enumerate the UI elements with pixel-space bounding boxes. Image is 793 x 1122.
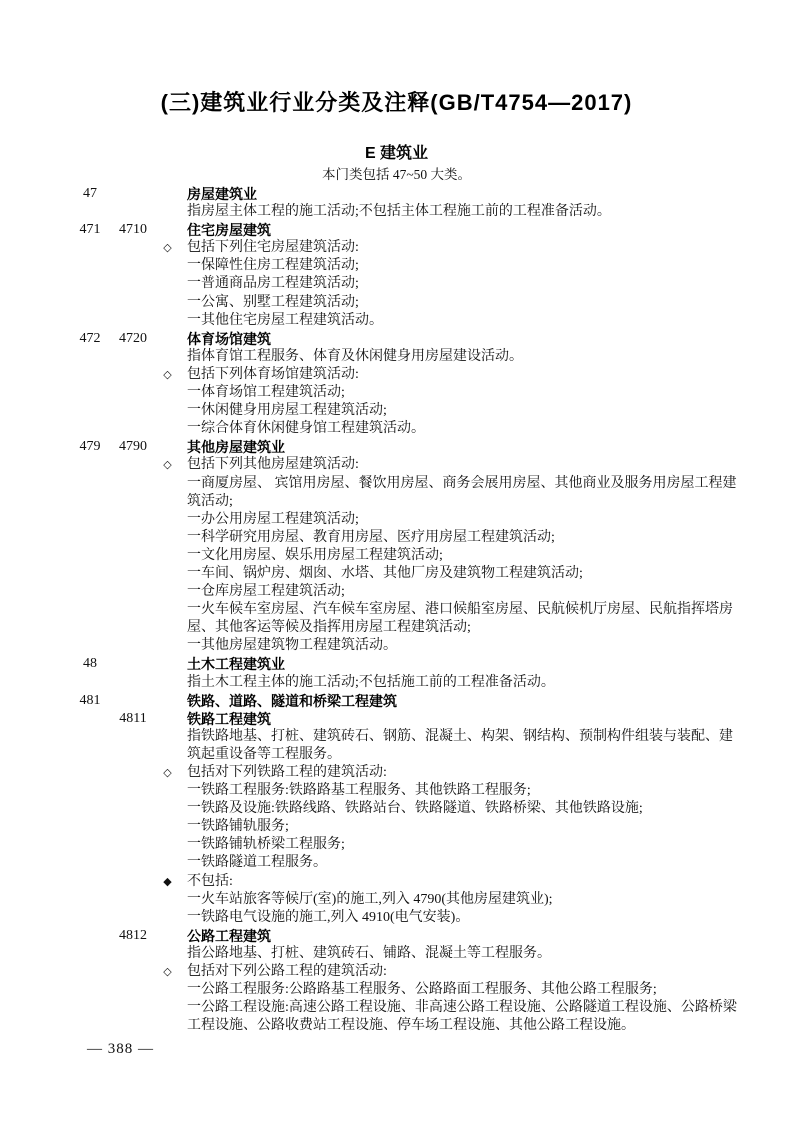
classification-row (0, 565, 793, 583)
classification-row (0, 529, 793, 547)
category-code-sub: 4812 (119, 927, 147, 943)
category-text: 一科学研究用房屋、教育用房屋、医疗用房屋工程建筑活动; (187, 529, 555, 545)
classification-row (0, 854, 793, 872)
classification-row (0, 203, 793, 221)
classification-row (0, 257, 793, 275)
classification-row (0, 475, 793, 511)
category-text: 一文化用房屋、娱乐用房屋工程建筑活动; (187, 547, 443, 563)
classification-row (0, 945, 793, 963)
classification-row (0, 348, 793, 366)
classification-row (0, 312, 793, 330)
classification-row (0, 366, 793, 384)
category-title: 土木工程建筑业 (187, 656, 285, 673)
category-code-major: 472 (79, 330, 101, 346)
category-text: 一车间、锅炉房、烟囱、水塔、其他厂房及建筑物工程建筑活动; (187, 565, 583, 581)
page-title: (三)建筑业行业分类及注释(GB/T4754—2017) (160, 90, 633, 115)
classification-row (0, 728, 793, 764)
classification-row (0, 221, 793, 239)
category-text: 一综合体育休闲健身馆工程建筑活动。 (187, 421, 425, 437)
classification-row (0, 330, 793, 348)
category-text: 一铁路电气设施的施工,列入 4910(电气安装)。 (187, 909, 470, 925)
category-text: 一保障性住房工程建筑活动; (187, 258, 359, 274)
category-text: 一休闲健身用房屋工程建筑活动; (187, 403, 387, 419)
category-title: 公路工程建筑 (187, 927, 271, 944)
category-text: 一火车候车室房屋、汽车候车室房屋、港口候船室房屋、民航候机厅房屋、民航指挥塔房屋、其他客运等候及指挥用房屋工程建筑活动; (187, 602, 733, 636)
classification-row (0, 891, 793, 909)
classification-row (0, 674, 793, 692)
category-code-sub: 4720 (119, 330, 147, 346)
category-text: 一公路工程服务:公路路基工程服务、公路路面工程服务、其他公路工程服务; (187, 982, 657, 998)
category-text: 不包括: (187, 873, 233, 889)
classification-row (0, 547, 793, 565)
category-text: 一其他住宅房屋工程建筑活动。 (187, 312, 383, 328)
classification-row (0, 583, 793, 601)
classification-row (0, 402, 793, 420)
exclude-diamond-icon: ◆ (163, 875, 172, 888)
classification-row (0, 637, 793, 655)
classification-row (0, 873, 793, 891)
category-text: 一办公用房屋工程建筑活动; (187, 511, 359, 527)
classification-row (0, 511, 793, 529)
category-code-major: 471 (79, 222, 101, 238)
category-text: 一商厦房屋、 宾馆用房屋、餐饮用房屋、商务会展用房屋、其他商业及服务用房屋工程建筑活动; (187, 475, 737, 509)
category-text: 指体育馆工程服务、体育及休闲健身用房屋建设活动。 (187, 348, 523, 364)
category-text: 一体育场馆工程建筑活动; (187, 385, 345, 401)
category-code-sub: 4710 (119, 222, 147, 238)
category-code-major: 481 (79, 692, 101, 708)
category-code-major: 47 (83, 186, 97, 201)
category-text: 包括下列体育场馆建筑活动: (187, 366, 359, 382)
category-text: 指房屋主体工程的施工活动;不包括主体工程施工前的工程准备活动。 (187, 204, 611, 220)
include-diamond-icon: ◇ (163, 767, 172, 779)
category-code-sub: 4811 (119, 710, 147, 726)
classification-row (0, 800, 793, 818)
classification-list (0, 185, 793, 1035)
classification-row (0, 909, 793, 927)
classification-row (0, 239, 793, 257)
category-text: 一公路工程设施:高速公路工程设施、非高速公路工程设施、公路隧道工程设施、公路桥梁工程设施、公路收费站工程设施、停车场工程设施、其他公路工程设施。 (187, 1000, 737, 1034)
category-text: 包括对下列铁路工程的建筑活动: (187, 765, 387, 780)
classification-row (0, 818, 793, 836)
category-code-major: 479 (79, 439, 101, 455)
category-text: 一火车站旅客等候厅(室)的施工,列入 4790(其他房屋建筑业); (187, 891, 553, 907)
category-text: 一仓库房屋工程建筑活动; (187, 584, 345, 600)
classification-row (0, 710, 793, 728)
category-code-sub: 4790 (119, 439, 147, 455)
category-title: 铁路工程建筑 (187, 710, 271, 727)
classification-row (0, 981, 793, 999)
classification-row (0, 999, 793, 1035)
category-text: 一公寓、别墅工程建筑活动; (187, 294, 359, 310)
category-text: 一其他房屋建筑物工程建筑活动。 (187, 638, 397, 654)
category-title: 其他房屋建筑业 (187, 439, 285, 456)
classification-row (0, 294, 793, 312)
include-diamond-icon: ◇ (163, 242, 172, 255)
category-text: 一铁路及设施:铁路线路、铁路站台、铁路隧道、铁路桥梁、其他铁路设施; (187, 801, 643, 817)
category-title: 房屋建筑业 (187, 186, 257, 202)
classification-row (0, 927, 793, 945)
include-diamond-icon: ◇ (163, 368, 172, 381)
category-title: 住宅房屋建筑 (187, 222, 271, 239)
category-text: 包括下列其他房屋建筑活动: (187, 457, 359, 473)
category-text: 包括下列住宅房屋建筑活动: (187, 240, 359, 256)
page-number: — 388 — (87, 1041, 154, 1057)
classification-row (0, 275, 793, 293)
classification-row (0, 456, 793, 474)
include-diamond-icon: ◇ (163, 459, 172, 472)
classification-row (0, 655, 793, 673)
classification-row (0, 764, 793, 782)
section-note: 本门类包括 47~50 大类。 (321, 167, 472, 182)
category-text: 指公路地基、打桩、建筑砖石、铺路、混凝土等工程服务。 (187, 945, 551, 961)
category-title: 体育场馆建筑 (187, 330, 271, 347)
category-title: 铁路、道路、隧道和桥梁工程建筑 (187, 692, 397, 709)
include-diamond-icon: ◇ (163, 966, 172, 979)
category-text: 一铁路隧道工程服务。 (187, 855, 327, 871)
category-text: 一铁路铺轨服务; (187, 819, 289, 835)
category-code-major: 48 (83, 656, 97, 672)
category-text: 指土木工程主体的施工活动;不包括施工前的工程准备活动。 (187, 674, 555, 690)
category-text: 一普通商品房工程建筑活动; (187, 276, 359, 292)
category-text: 包括对下列公路工程的建筑活动: (187, 964, 387, 980)
classification-row (0, 438, 793, 456)
classification-row (0, 384, 793, 402)
classification-row (0, 836, 793, 854)
classification-row (0, 963, 793, 981)
section-heading: E 建筑业 (364, 145, 429, 162)
classification-row (0, 185, 793, 203)
classification-row (0, 782, 793, 800)
classification-row (0, 420, 793, 438)
category-text: 一铁路铺轨桥梁工程服务; (187, 837, 345, 853)
category-text: 一铁路工程服务:铁路路基工程服务、其他铁路工程服务; (187, 783, 531, 799)
classification-row (0, 692, 793, 710)
category-text: 指铁路地基、打桩、建筑砖石、钢筋、混凝土、构架、钢结构、预制构件组装与装配、建筑起重设备等工程服务。 (187, 728, 733, 762)
classification-row (0, 601, 793, 637)
